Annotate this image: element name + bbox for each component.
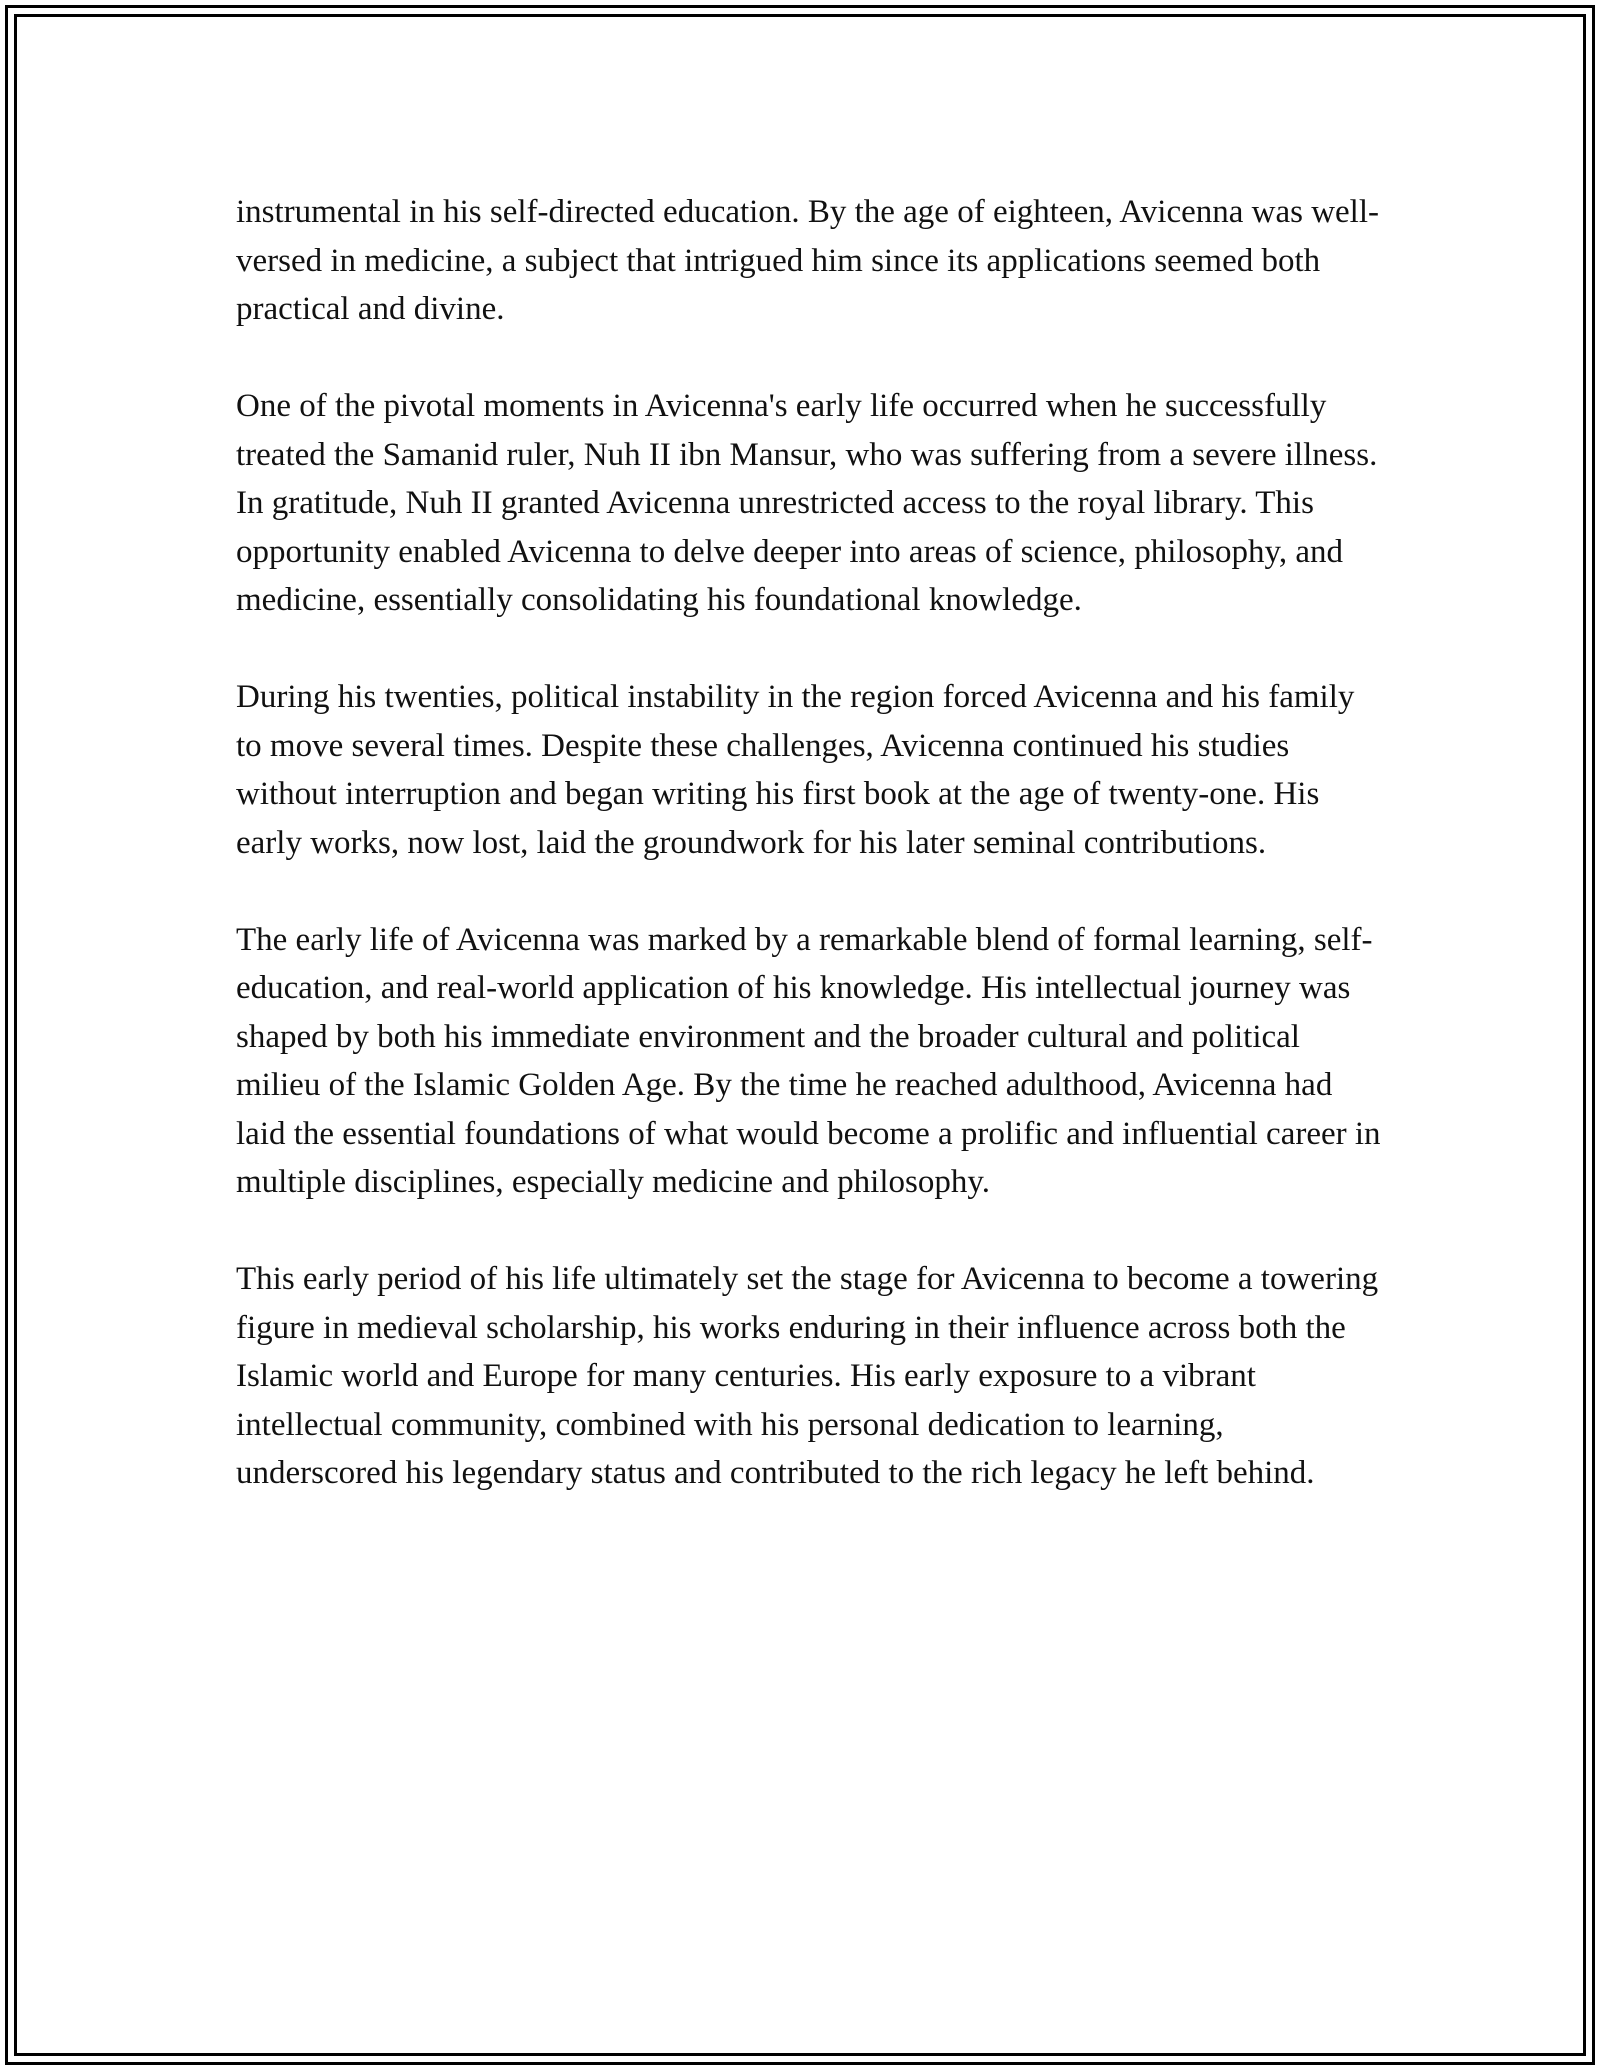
paragraph-1: instrumental in his self-directed education. By the age of eighteen, Avicenna was well-versed in medicine, a subject that intrigued him since its applications seemed both practical and divine. xyxy=(236,194,1380,327)
paragraph-2: One of the pivotal moments in Avicenna's early life occurred when he successfully treated the Samanid ruler, Nuh II ibn Mansur, who was suffering from a severe illness. In gratitude, Nuh II granted Avicenna unrestricted access to the royal library. This opportunity enabled Avicenna to delve deeper into areas of science, philosophy, and medicine, essentially consolidating his foundational knowledge. xyxy=(236,388,1378,618)
document-body xyxy=(236,188,1386,1498)
paragraph-4: The early life of Avicenna was marked by a remarkable blend of formal learning, self-education, and real-world application of his knowledge. His intellectual journey was shaped by both his immediate environment and the broader cultural and political milieu of the Islamic Golden Age. By the time he reached adulthood, Avicenna had laid the essential foundations of what would become a prolific and influential career in multiple disciplines, especially medicine and philosophy. xyxy=(236,921,1381,1200)
paragraph-5: This early period of his life ultimately set the stage for Avicenna to become a towering figure in medieval scholarship, his works enduring in their influence across both the Islamic world and Europe for many centuries. His early exposure to a vibrant intellectual community, combined with his personal dedication to learning, underscored his legendary status and contributed to the rich legacy he left behind. xyxy=(236,1261,1379,1491)
paragraph-3: During his twenties, political instability in the region forced Avicenna and his family to move several times. Despite these challenges, Avicenna continued his studies without interruption and began writing his first book at the age of twenty-one. His early works, now lost, laid the groundwork for his later seminal contributions. xyxy=(236,679,1355,861)
